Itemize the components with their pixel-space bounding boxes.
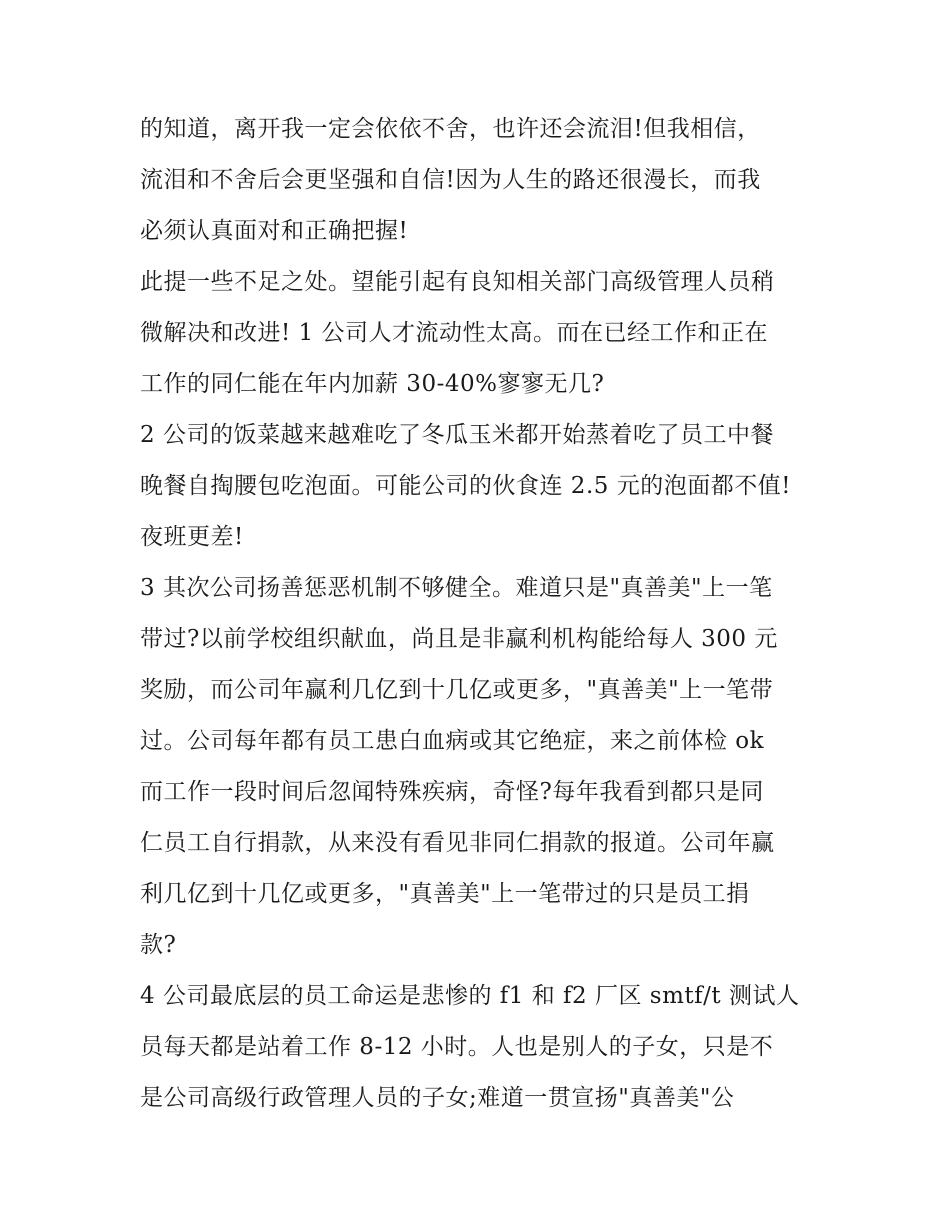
text-line: 是公司高级行政管理人员的子女;难道一贯宣扬"真善美"公 — [140, 1085, 735, 1111]
text-line: 3 其次公司扬善惩恶机制不够健全。难道只是"真善美"上一笔 — [140, 575, 773, 601]
text-line: 的知道，离开我一定会依依不舍，也许还会流泪!但我相信， — [140, 116, 761, 142]
text-line: 流泪和不舍后会更坚强和自信!因为人生的路还很漫长，而我 — [140, 167, 761, 193]
text-line: 员每天都是站着工作 8-12 小时。人也是别人的子女，只是不 — [140, 1034, 774, 1060]
text-line: 必须认真面对和正确把握! — [140, 218, 409, 244]
text-line: 夜班更差! — [140, 524, 244, 550]
text-line: 2 公司的饭菜越来越难吃了冬瓜玉米都开始蒸着吃了员工中餐 — [140, 422, 774, 448]
text-line: 晚餐自掏腰包吃泡面。可能公司的伙食连 2.5 元的泡面都不值! — [140, 473, 791, 499]
document-body — [140, 104, 820, 1124]
text-line: 奖励，而公司年赢利几亿到十几亿或更多，"真善美"上一笔带 — [140, 677, 774, 703]
text-line: 利几亿到十几亿或更多，"真善美"上一笔带过的只是员工捐 — [140, 881, 750, 907]
text-line: 仁员工自行捐款，从来没有看见非同仁捐款的报道。公司年赢 — [140, 830, 775, 856]
text-line: 而工作一段时间后忽闻特殊疾病，奇怪?每年我看到都只是同 — [140, 779, 764, 805]
text-line: 款? — [140, 932, 177, 958]
text-line: 过。公司每年都有员工患白血病或其它绝症，来之前体检 ok — [140, 728, 765, 754]
text-line: 此提一些不足之处。望能引起有良知相关部门高级管理人员稍 — [140, 269, 775, 295]
text-line: 带过?以前学校组织献血，尚且是非赢利机构能给每人 300 元 — [140, 626, 778, 652]
text-line: 工作的同仁能在年内加薪 30-40%寥寥无几? — [140, 371, 605, 397]
text-line: 4 公司最底层的员工命运是悲惨的 f1 和 f2 厂区 smtf/t 测试人 — [140, 983, 800, 1009]
text-line: 微解决和改进! 1 公司人才流动性太高。而在已经工作和正在 — [140, 320, 768, 346]
